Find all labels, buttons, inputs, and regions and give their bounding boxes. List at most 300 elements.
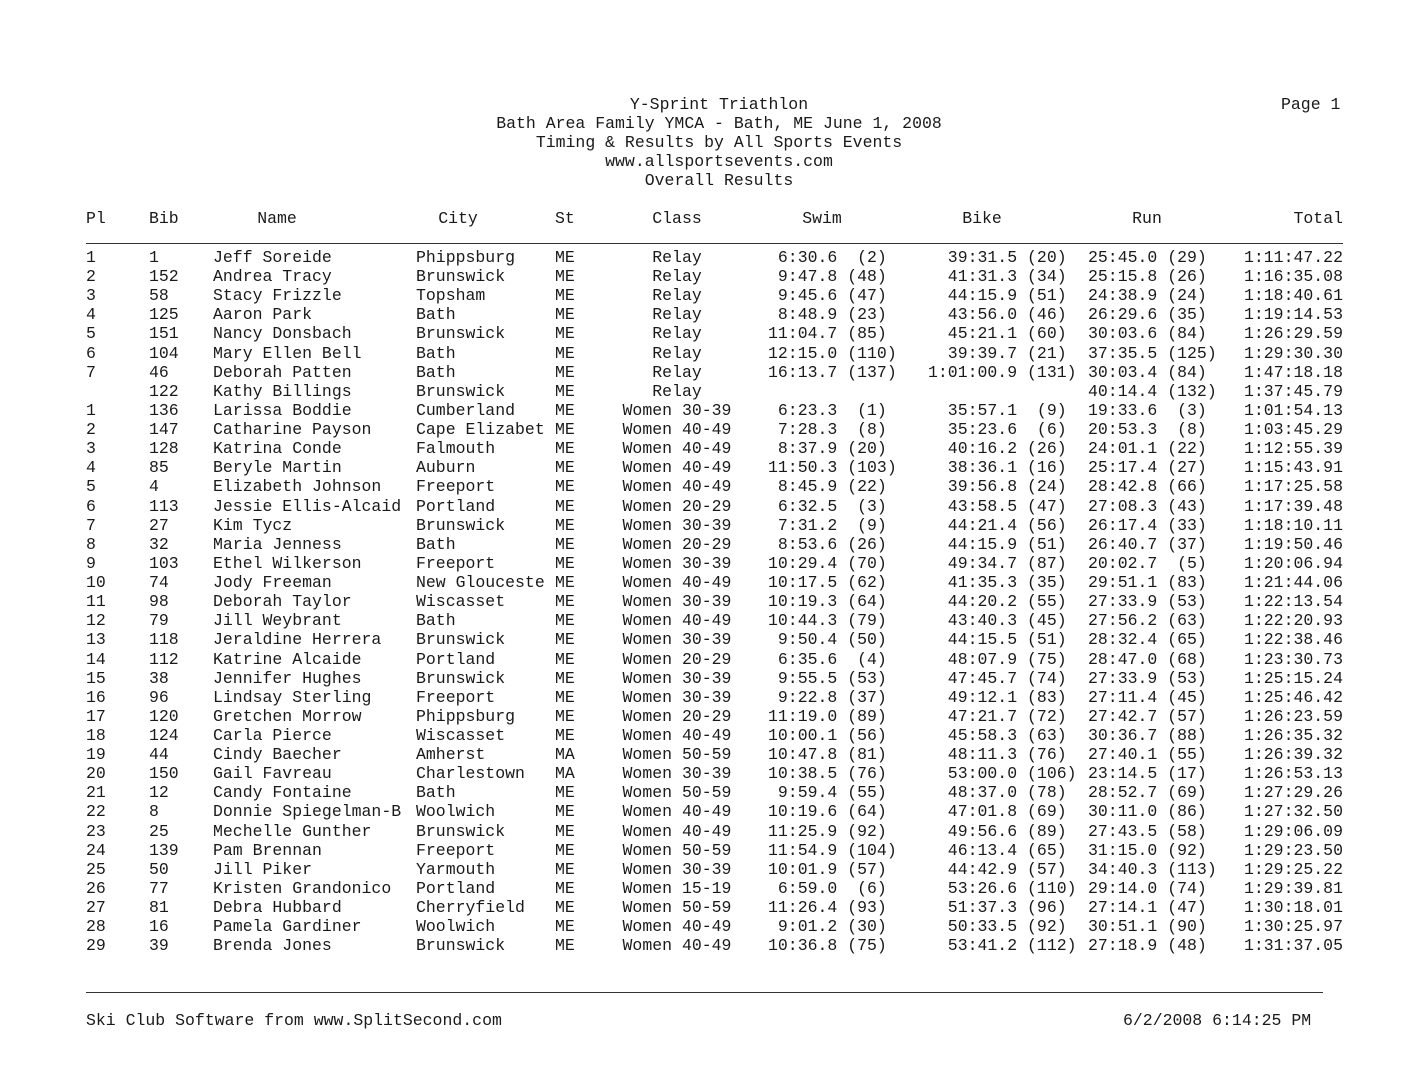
table-row <box>0 420 1408 439</box>
cell-pl: 1 <box>86 400 96 420</box>
cell-city: Wiscasset <box>416 726 506 745</box>
cell-total: 1:29:30.30 <box>1243 343 1343 363</box>
cell-st: ME <box>555 381 575 401</box>
cell-city: Brunswick <box>416 821 506 841</box>
cell-class: Women 50-59 <box>622 745 732 765</box>
cell-class: Women 30-39 <box>622 553 732 573</box>
cell-bib: 152 <box>149 267 179 287</box>
cell-class: Women 30-39 <box>622 687 732 707</box>
cell-swim: 10:00.1 (56) <box>768 726 887 745</box>
col-header-pl: Pl <box>86 209 106 228</box>
cell-swim: 9:55.5 (53) <box>768 668 887 688</box>
col-header-bib: Bib <box>149 209 179 228</box>
cell-pl: 4 <box>86 458 96 478</box>
table-row <box>0 841 1408 860</box>
cell-run: 28:32.4 (65) <box>1088 630 1207 650</box>
cell-run: 27:42.7 (57) <box>1088 706 1207 726</box>
cell-bike: 48:11.3 (76) <box>928 745 1067 765</box>
cell-class: Relay <box>652 362 702 382</box>
cell-bike: 44:15.5 (51) <box>928 630 1067 650</box>
cell-class: Relay <box>652 305 702 325</box>
table-row <box>0 248 1408 267</box>
cell-city: Bath <box>416 343 456 363</box>
header-rule <box>86 243 1343 244</box>
cell-st: MA <box>555 764 575 784</box>
cell-name: Jennifer Hughes <box>213 668 362 688</box>
cell-total: 1:17:39.48 <box>1243 496 1343 516</box>
cell-pl: 17 <box>86 706 106 726</box>
cell-bib: 25 <box>149 821 169 841</box>
cell-swim: 9:22.8 (37) <box>768 687 887 707</box>
cell-bike: 47:21.7 (72) <box>928 706 1067 726</box>
table-row <box>0 917 1408 936</box>
cell-pl: 21 <box>86 783 106 803</box>
cell-name: Brenda Jones <box>213 936 332 956</box>
event-website: www.allsportsevents.com <box>605 152 833 171</box>
cell-bib: 124 <box>149 726 179 745</box>
cell-city: Freeport <box>416 553 496 573</box>
cell-swim: 9:50.4 (50) <box>768 630 887 650</box>
cell-class: Women 30-39 <box>622 630 732 650</box>
cell-run: 23:14.5 (17) <box>1088 764 1207 784</box>
timing-credit: Timing & Results by All Sports Events <box>535 133 903 152</box>
cell-total: 1:47:18.18 <box>1243 362 1343 382</box>
cell-swim: 7:31.2 (9) <box>768 515 887 535</box>
table-row <box>0 535 1408 554</box>
cell-swim: 10:01.9 (57) <box>768 859 887 879</box>
cell-name: Aaron Park <box>213 305 313 325</box>
cell-st: ME <box>555 917 575 937</box>
cell-name: Jeraldine Herrera <box>213 630 382 650</box>
cell-run: 26:29.6 (35) <box>1088 305 1207 325</box>
table-row <box>0 477 1408 496</box>
cell-bib: 125 <box>149 305 179 325</box>
cell-name: Pam Brennan <box>213 840 322 860</box>
cell-pl: 24 <box>86 840 106 860</box>
cell-run: 25:15.8 (26) <box>1088 267 1207 287</box>
cell-swim: 7:28.3 (8) <box>768 420 887 440</box>
cell-st: ME <box>555 286 575 306</box>
table-row <box>0 822 1408 841</box>
cell-bike: 51:37.3 (96) <box>928 898 1067 918</box>
table-row <box>0 267 1408 286</box>
cell-pl: 14 <box>86 649 106 669</box>
cell-total: 1:27:32.50 <box>1243 802 1343 822</box>
table-row <box>0 439 1408 458</box>
cell-st: ME <box>555 706 575 726</box>
cell-class: Women 40-49 <box>622 936 732 956</box>
cell-city: Freeport <box>416 840 496 860</box>
cell-class: Women 15-19 <box>622 878 732 898</box>
cell-total: 1:29:25.22 <box>1243 859 1343 879</box>
cell-st: ME <box>555 496 575 516</box>
cell-city: Brunswick <box>416 630 506 650</box>
cell-run: 27:18.9 (48) <box>1088 936 1207 956</box>
cell-city: Cumberland <box>416 400 516 420</box>
cell-run: 27:14.1 (47) <box>1088 898 1207 918</box>
cell-bike: 1:01:00.9 (131) <box>928 362 1077 382</box>
cell-bike: 48:37.0 (78) <box>928 783 1067 803</box>
cell-pl: 3 <box>86 439 96 459</box>
cell-class: Women 40-49 <box>622 439 732 459</box>
cell-st: ME <box>555 515 575 535</box>
cell-name: Ethel Wilkerson <box>213 553 362 573</box>
cell-st: ME <box>555 305 575 325</box>
cell-total: 1:29:06.09 <box>1243 821 1343 841</box>
table-row <box>0 764 1408 783</box>
cell-city: Falmouth <box>416 439 496 459</box>
cell-st: ME <box>555 324 575 344</box>
cell-bib: 104 <box>149 343 179 363</box>
cell-pl: 1 <box>86 248 96 267</box>
cell-run: 27:43.5 (58) <box>1088 821 1207 841</box>
cell-name: Jody Freeman <box>213 573 332 593</box>
cell-pl: 18 <box>86 726 106 745</box>
cell-class: Women 40-49 <box>622 611 732 631</box>
cell-run: 30:36.7 (88) <box>1088 726 1207 745</box>
cell-bib: 4 <box>149 477 159 497</box>
cell-bib: 147 <box>149 420 179 440</box>
cell-swim: 10:29.4 (70) <box>768 553 887 573</box>
cell-city: Phippsburg <box>416 248 516 267</box>
cell-class: Women 50-59 <box>622 840 732 860</box>
cell-name: Lindsay Sterling <box>213 687 372 707</box>
cell-run: 31:15.0 (92) <box>1088 840 1207 860</box>
cell-st: ME <box>555 439 575 459</box>
cell-class: Women 50-59 <box>622 783 732 803</box>
table-row <box>0 516 1408 535</box>
col-header-st: St <box>555 209 575 228</box>
cell-total: 1:29:39.81 <box>1243 878 1343 898</box>
cell-name: Katrine Alcaide <box>213 649 362 669</box>
cell-class: Relay <box>652 286 702 306</box>
cell-class: Women 50-59 <box>622 898 732 918</box>
cell-city: New Glouceste <box>416 573 545 593</box>
table-row <box>0 573 1408 592</box>
cell-bike: 43:40.3 (45) <box>928 611 1067 631</box>
cell-bike: 40:16.2 (26) <box>928 439 1067 459</box>
cell-bib: 113 <box>149 496 179 516</box>
col-header-total: Total <box>1293 209 1343 228</box>
table-row <box>0 497 1408 516</box>
cell-pl: 10 <box>86 573 106 593</box>
cell-class: Relay <box>652 248 702 267</box>
cell-st: ME <box>555 668 575 688</box>
cell-city: Brunswick <box>416 267 506 287</box>
cell-name: Deborah Taylor <box>213 592 352 612</box>
cell-name: Kim Tycz <box>213 515 293 535</box>
cell-name: Cindy Baecher <box>213 745 342 765</box>
cell-total: 1:22:38.46 <box>1243 630 1343 650</box>
cell-swim: 10:36.8 (75) <box>768 936 887 956</box>
cell-run: 30:03.6 (84) <box>1088 324 1207 344</box>
table-row <box>0 554 1408 573</box>
cell-run: 27:33.9 (53) <box>1088 668 1207 688</box>
cell-run: 24:01.1 (22) <box>1088 439 1207 459</box>
column-headers <box>0 209 1408 228</box>
cell-city: Bath <box>416 362 456 382</box>
table-row <box>0 382 1408 401</box>
col-header-class: Class <box>652 209 702 228</box>
cell-total: 1:22:20.93 <box>1243 611 1343 631</box>
cell-swim: 10:38.5 (76) <box>768 764 887 784</box>
cell-bike: 39:39.7 (21) <box>928 343 1067 363</box>
cell-city: Bath <box>416 534 456 554</box>
cell-bib: 27 <box>149 515 169 535</box>
table-row <box>0 363 1408 382</box>
cell-pl: 4 <box>86 305 96 325</box>
cell-st: ME <box>555 898 575 918</box>
cell-total: 1:26:35.32 <box>1243 726 1343 745</box>
cell-swim: 6:35.6 (4) <box>768 649 887 669</box>
cell-city: Brunswick <box>416 515 506 535</box>
cell-swim: 10:17.5 (62) <box>768 573 887 593</box>
cell-total: 1:03:45.29 <box>1243 420 1343 440</box>
cell-name: Mechelle Gunther <box>213 821 372 841</box>
cell-bib: 112 <box>149 649 179 669</box>
cell-st: ME <box>555 573 575 593</box>
cell-bib: 150 <box>149 764 179 784</box>
cell-bike: 49:56.6 (89) <box>928 821 1067 841</box>
table-row <box>0 458 1408 477</box>
cell-bib: 128 <box>149 439 179 459</box>
cell-class: Women 20-29 <box>622 534 732 554</box>
cell-total: 1:22:13.54 <box>1243 592 1343 612</box>
cell-pl: 27 <box>86 898 106 918</box>
cell-swim: 9:59.4 (55) <box>768 783 887 803</box>
cell-city: Auburn <box>416 458 476 478</box>
cell-pl: 19 <box>86 745 106 765</box>
cell-pl: 26 <box>86 878 106 898</box>
col-header-name: Name <box>257 209 297 228</box>
cell-city: Bath <box>416 611 456 631</box>
cell-city: Cape Elizabet <box>416 420 545 440</box>
cell-name: Jill Piker <box>213 859 313 879</box>
cell-bike: 41:31.3 (34) <box>928 267 1067 287</box>
cell-st: ME <box>555 248 575 267</box>
cell-pl: 7 <box>86 515 96 535</box>
cell-run: 27:56.2 (63) <box>1088 611 1207 631</box>
cell-total: 1:12:55.39 <box>1243 439 1343 459</box>
cell-st: ME <box>555 878 575 898</box>
print-timestamp: 6/2/2008 6:14:25 PM <box>1123 1011 1312 1030</box>
cell-run: 25:17.4 (27) <box>1088 458 1207 478</box>
table-row <box>0 936 1408 955</box>
cell-run: 30:11.0 (86) <box>1088 802 1207 822</box>
cell-class: Women 40-49 <box>622 420 732 440</box>
cell-name: Gretchen Morrow <box>213 706 362 726</box>
cell-st: ME <box>555 362 575 382</box>
cell-bike: 44:15.9 (51) <box>928 286 1067 306</box>
cell-bike: 43:56.0 (46) <box>928 305 1067 325</box>
software-credit: Ski Club Software from www.SplitSecond.com <box>86 1011 502 1030</box>
cell-bike: 35:23.6 (6) <box>928 420 1067 440</box>
cell-name: Donnie Spiegelman-B <box>213 802 402 822</box>
cell-total: 1:30:25.97 <box>1243 917 1343 937</box>
cell-st: ME <box>555 859 575 879</box>
cell-run: 20:53.3 (8) <box>1088 420 1207 440</box>
cell-run: 29:51.1 (83) <box>1088 573 1207 593</box>
cell-run: 37:35.5 (125) <box>1088 343 1217 363</box>
cell-pl: 5 <box>86 477 96 497</box>
cell-bike: 44:21.4 (56) <box>928 515 1067 535</box>
cell-total: 1:11:47.22 <box>1243 248 1343 267</box>
cell-swim: 12:15.0 (110) <box>768 343 897 363</box>
table-row <box>0 726 1408 745</box>
cell-name: Andrea Tracy <box>213 267 332 287</box>
cell-name: Jeff Soreide <box>213 248 332 267</box>
cell-run: 20:02.7 (5) <box>1088 553 1207 573</box>
col-header-bike: Bike <box>962 209 1002 228</box>
table-row <box>0 669 1408 688</box>
cell-class: Women 40-49 <box>622 917 732 937</box>
cell-bike: 44:15.9 (51) <box>928 534 1067 554</box>
cell-bib: 136 <box>149 400 179 420</box>
cell-class: Women 40-49 <box>622 573 732 593</box>
cell-pl: 8 <box>86 534 96 554</box>
cell-name: Jill Weybrant <box>213 611 342 631</box>
cell-st: ME <box>555 821 575 841</box>
table-row <box>0 286 1408 305</box>
cell-total: 1:26:23.59 <box>1243 706 1343 726</box>
cell-st: ME <box>555 400 575 420</box>
cell-bike: 44:20.2 (55) <box>928 592 1067 612</box>
cell-total: 1:25:15.24 <box>1243 668 1343 688</box>
cell-bib: 46 <box>149 362 169 382</box>
col-header-city: City <box>438 209 478 228</box>
cell-pl: 28 <box>86 917 106 937</box>
cell-total: 1:26:39.32 <box>1243 745 1343 765</box>
cell-name: Jessie Ellis-Alcaid <box>213 496 402 516</box>
cell-bib: 103 <box>149 553 179 573</box>
report-header <box>0 95 1408 190</box>
table-row <box>0 305 1408 324</box>
cell-bike: 43:58.5 (47) <box>928 496 1067 516</box>
cell-run: 26:40.7 (37) <box>1088 534 1207 554</box>
cell-swim: 9:45.6 (47) <box>768 286 887 306</box>
cell-total: 1:27:29.26 <box>1243 783 1343 803</box>
cell-class: Relay <box>652 267 702 287</box>
cell-swim: 8:53.6 (26) <box>768 534 887 554</box>
cell-st: ME <box>555 420 575 440</box>
cell-pl: 12 <box>86 611 106 631</box>
cell-bike: 53:00.0 (106) <box>928 764 1077 784</box>
cell-name: Katrina Conde <box>213 439 342 459</box>
cell-bike: 38:36.1 (16) <box>928 458 1067 478</box>
cell-class: Women 40-49 <box>622 821 732 841</box>
cell-city: Brunswick <box>416 381 506 401</box>
cell-class: Women 30-39 <box>622 515 732 535</box>
cell-class: Women 30-39 <box>622 764 732 784</box>
col-header-run: Run <box>1132 209 1162 228</box>
cell-run: 28:52.7 (69) <box>1088 783 1207 803</box>
cell-st: ME <box>555 802 575 822</box>
table-row <box>0 745 1408 764</box>
cell-name: Deborah Patten <box>213 362 352 382</box>
cell-city: Amherst <box>416 745 486 765</box>
cell-pl: 6 <box>86 343 96 363</box>
cell-swim: 9:47.8 (48) <box>768 267 887 287</box>
cell-pl: 25 <box>86 859 106 879</box>
cell-st: ME <box>555 553 575 573</box>
cell-class: Women 40-49 <box>622 802 732 822</box>
cell-city: Wiscasset <box>416 592 506 612</box>
cell-bike: 45:21.1 (60) <box>928 324 1067 344</box>
cell-run: 28:47.0 (68) <box>1088 649 1207 669</box>
cell-st: ME <box>555 726 575 745</box>
cell-pl: 7 <box>86 362 96 382</box>
cell-total: 1:21:44.06 <box>1243 573 1343 593</box>
cell-pl: 22 <box>86 802 106 822</box>
cell-bike: 39:31.5 (20) <box>928 248 1067 267</box>
cell-bike: 45:58.3 (63) <box>928 726 1067 745</box>
cell-bib: 32 <box>149 534 169 554</box>
cell-st: MA <box>555 745 575 765</box>
footer-rule <box>86 992 1323 993</box>
cell-swim: 10:19.6 (64) <box>768 802 887 822</box>
cell-pl: 11 <box>86 592 106 612</box>
cell-run: 19:33.6 (3) <box>1088 400 1207 420</box>
cell-bib: 118 <box>149 630 179 650</box>
cell-swim: 8:37.9 (20) <box>768 439 887 459</box>
cell-class: Women 40-49 <box>622 458 732 478</box>
cell-run: 27:08.3 (43) <box>1088 496 1207 516</box>
cell-swim: 10:19.3 (64) <box>768 592 887 612</box>
cell-pl: 2 <box>86 267 96 287</box>
cell-st: ME <box>555 477 575 497</box>
cell-name: Nancy Donsbach <box>213 324 352 344</box>
cell-total: 1:29:23.50 <box>1243 840 1343 860</box>
cell-run: 26:17.4 (33) <box>1088 515 1207 535</box>
cell-pl: 20 <box>86 764 106 784</box>
table-row <box>0 879 1408 898</box>
cell-total: 1:18:40.61 <box>1243 286 1343 306</box>
cell-run: 40:14.4 (132) <box>1088 381 1217 401</box>
cell-total: 1:31:37.05 <box>1243 936 1343 956</box>
cell-class: Women 30-39 <box>622 592 732 612</box>
cell-run: 27:40.1 (55) <box>1088 745 1207 765</box>
cell-name: Candy Fontaine <box>213 783 352 803</box>
cell-swim: 8:45.9 (22) <box>768 477 887 497</box>
cell-run: 27:11.4 (45) <box>1088 687 1207 707</box>
cell-run: 25:45.0 (29) <box>1088 248 1207 267</box>
cell-swim: 16:13.7 (137) <box>768 362 897 382</box>
table-row <box>0 592 1408 611</box>
cell-class: Women 30-39 <box>622 668 732 688</box>
cell-swim: 10:47.8 (81) <box>768 745 887 765</box>
cell-total: 1:19:50.46 <box>1243 534 1343 554</box>
cell-class: Women 20-29 <box>622 649 732 669</box>
cell-total: 1:37:45.79 <box>1243 381 1343 401</box>
cell-total: 1:15:43.91 <box>1243 458 1343 478</box>
cell-swim: 6:59.0 (6) <box>768 878 887 898</box>
cell-total: 1:19:14.53 <box>1243 305 1343 325</box>
cell-st: ME <box>555 611 575 631</box>
table-row <box>0 860 1408 879</box>
table-row <box>0 401 1408 420</box>
cell-bib: 98 <box>149 592 169 612</box>
cell-city: Portland <box>416 496 496 516</box>
cell-st: ME <box>555 534 575 554</box>
cell-pl: 23 <box>86 821 106 841</box>
cell-total: 1:20:06.94 <box>1243 553 1343 573</box>
cell-swim: 11:50.3 (103) <box>768 458 897 478</box>
cell-city: Brunswick <box>416 936 506 956</box>
cell-total: 1:26:53.13 <box>1243 764 1343 784</box>
cell-total: 1:17:25.58 <box>1243 477 1343 497</box>
cell-st: ME <box>555 267 575 287</box>
cell-bib: 85 <box>149 458 169 478</box>
